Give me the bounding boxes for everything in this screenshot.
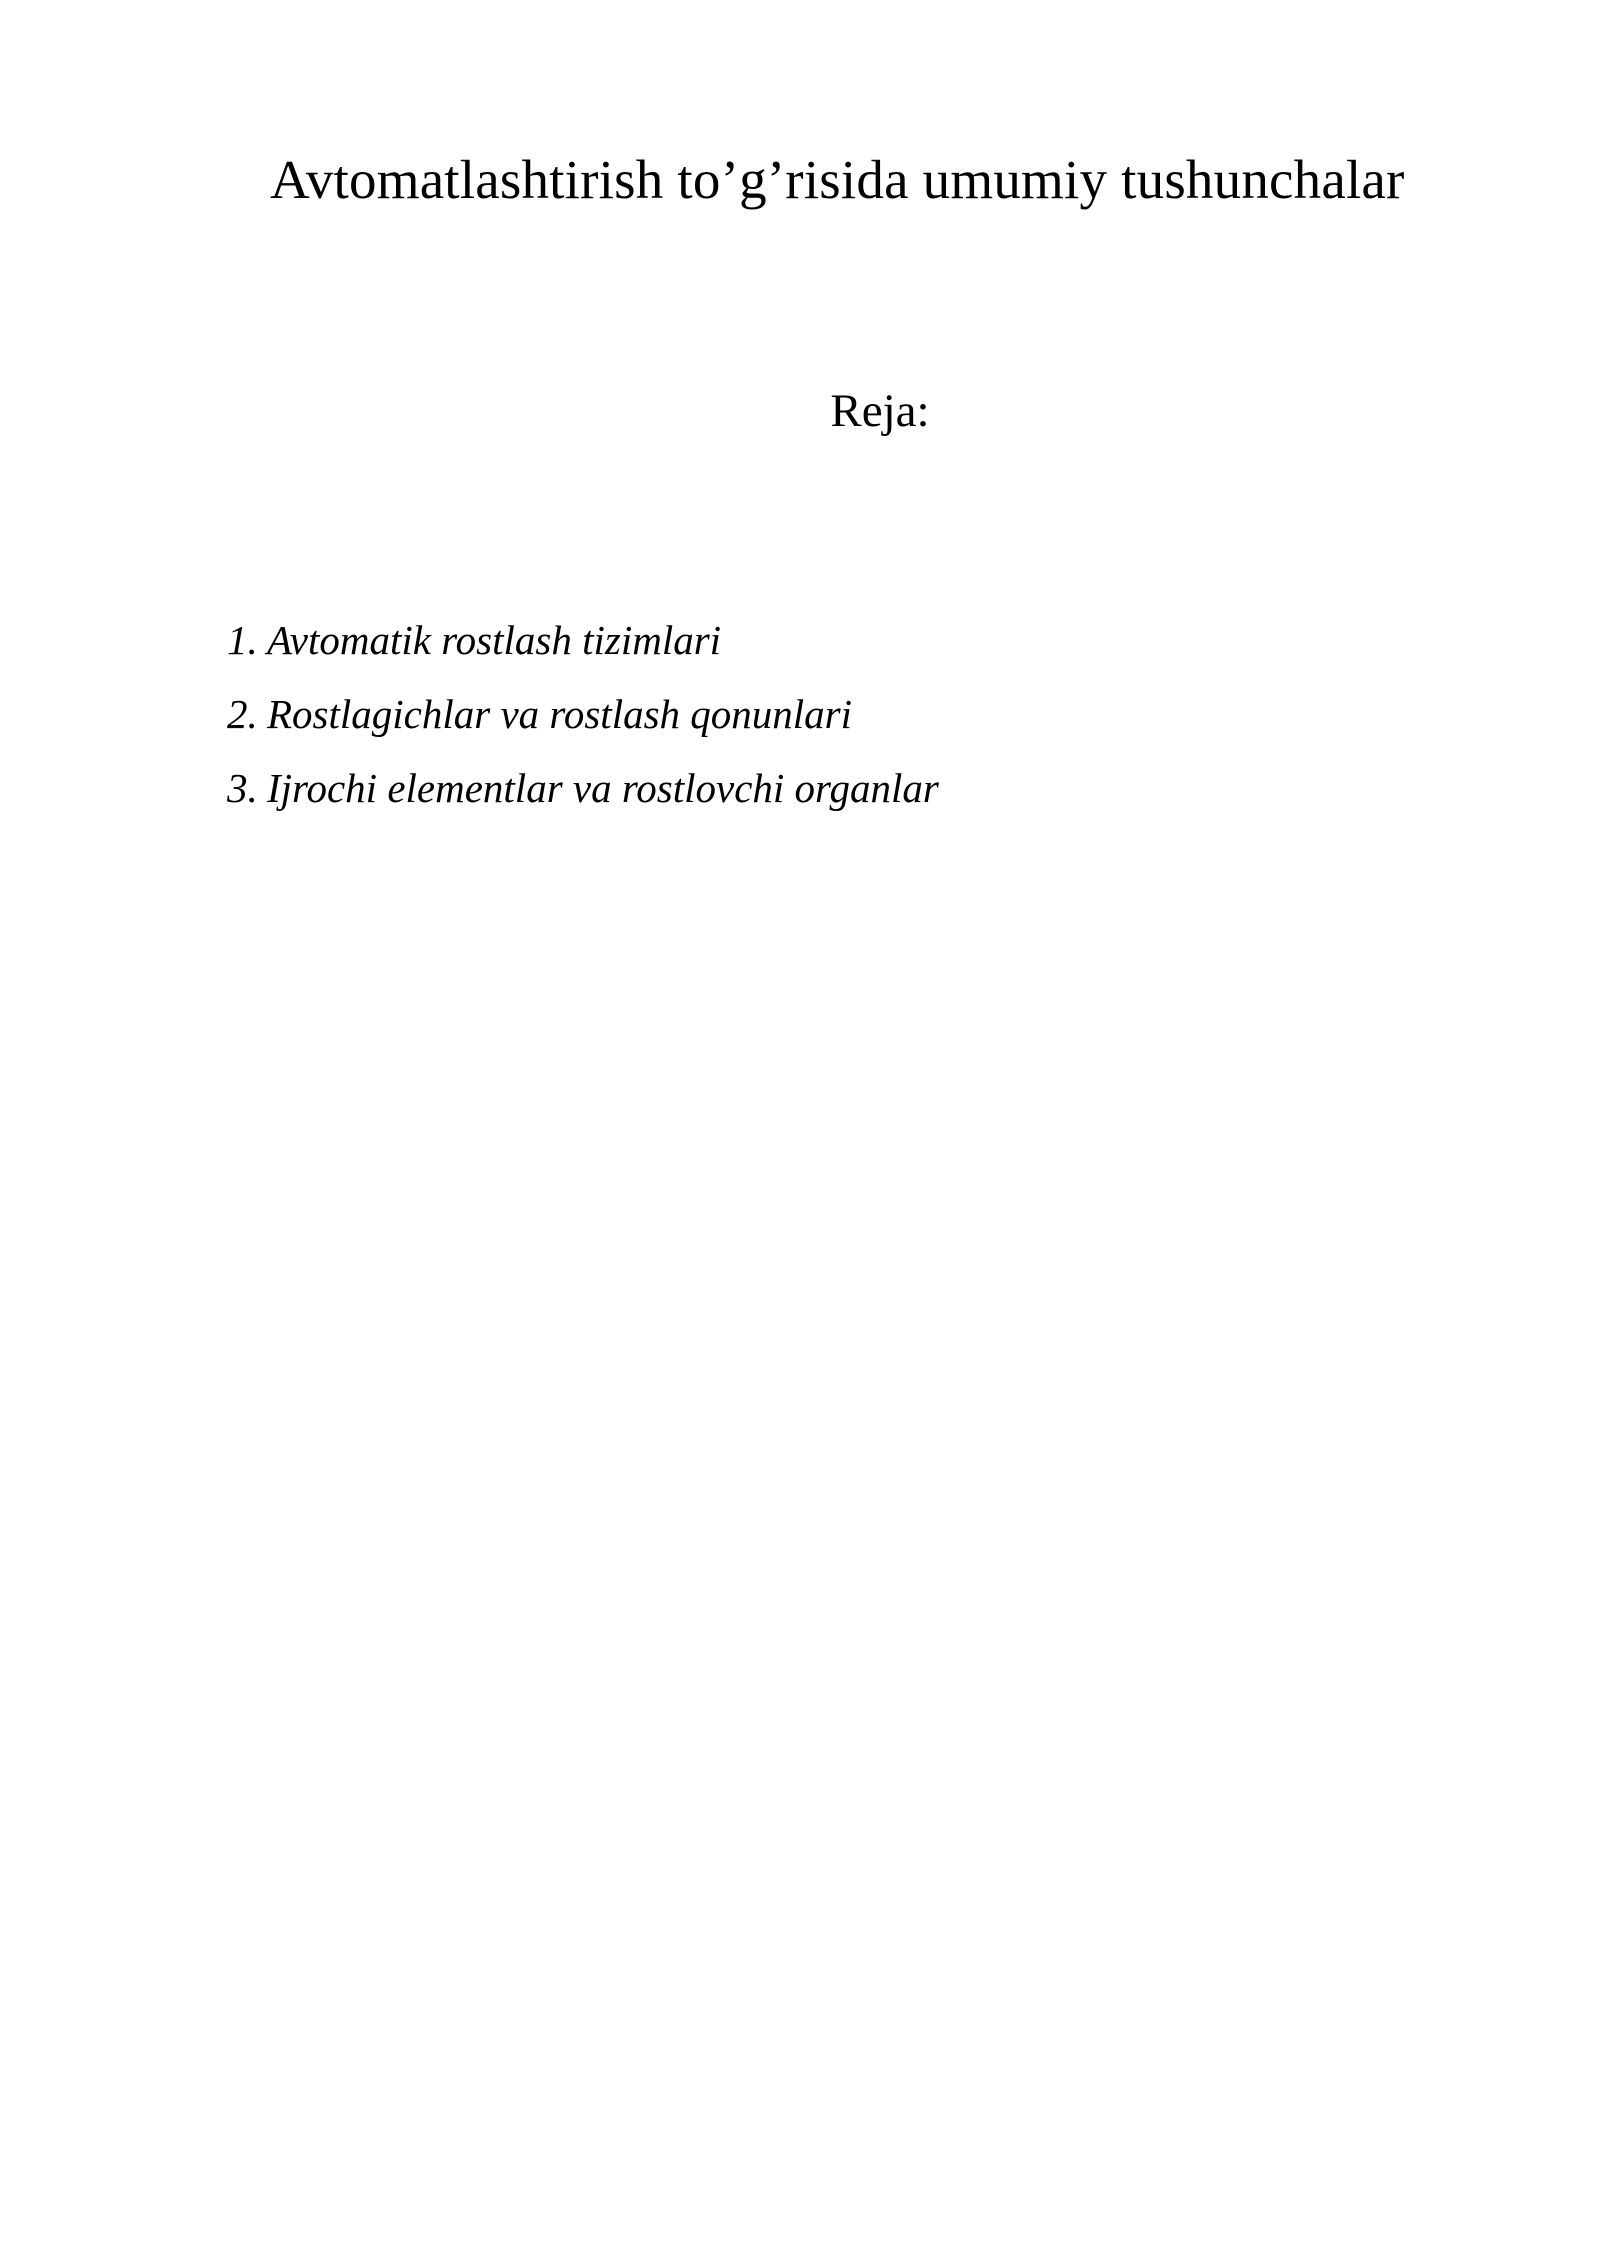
plan-item-number: 1. xyxy=(227,617,258,663)
plan-item-text: Rostlagichlar va rostlash qonunlari xyxy=(267,691,853,737)
plan-item xyxy=(227,603,939,677)
plan-item-text: Ijrochi elementlar va rostlovchi organlar xyxy=(267,765,939,811)
plan-item-number: 3. xyxy=(227,765,258,811)
plan-item-text: Avtomatik rostlash tizimlari xyxy=(267,617,722,663)
plan-heading-text: Reja: xyxy=(830,385,930,437)
page-title: Avtomatlashtirish to’g’risida umumiy tushunchalar xyxy=(270,149,1405,210)
plan-item xyxy=(227,751,939,825)
plan-item xyxy=(227,677,939,751)
plan-item-number: 2. xyxy=(227,691,258,737)
plan-heading xyxy=(0,385,1600,437)
plan-list xyxy=(227,603,939,825)
